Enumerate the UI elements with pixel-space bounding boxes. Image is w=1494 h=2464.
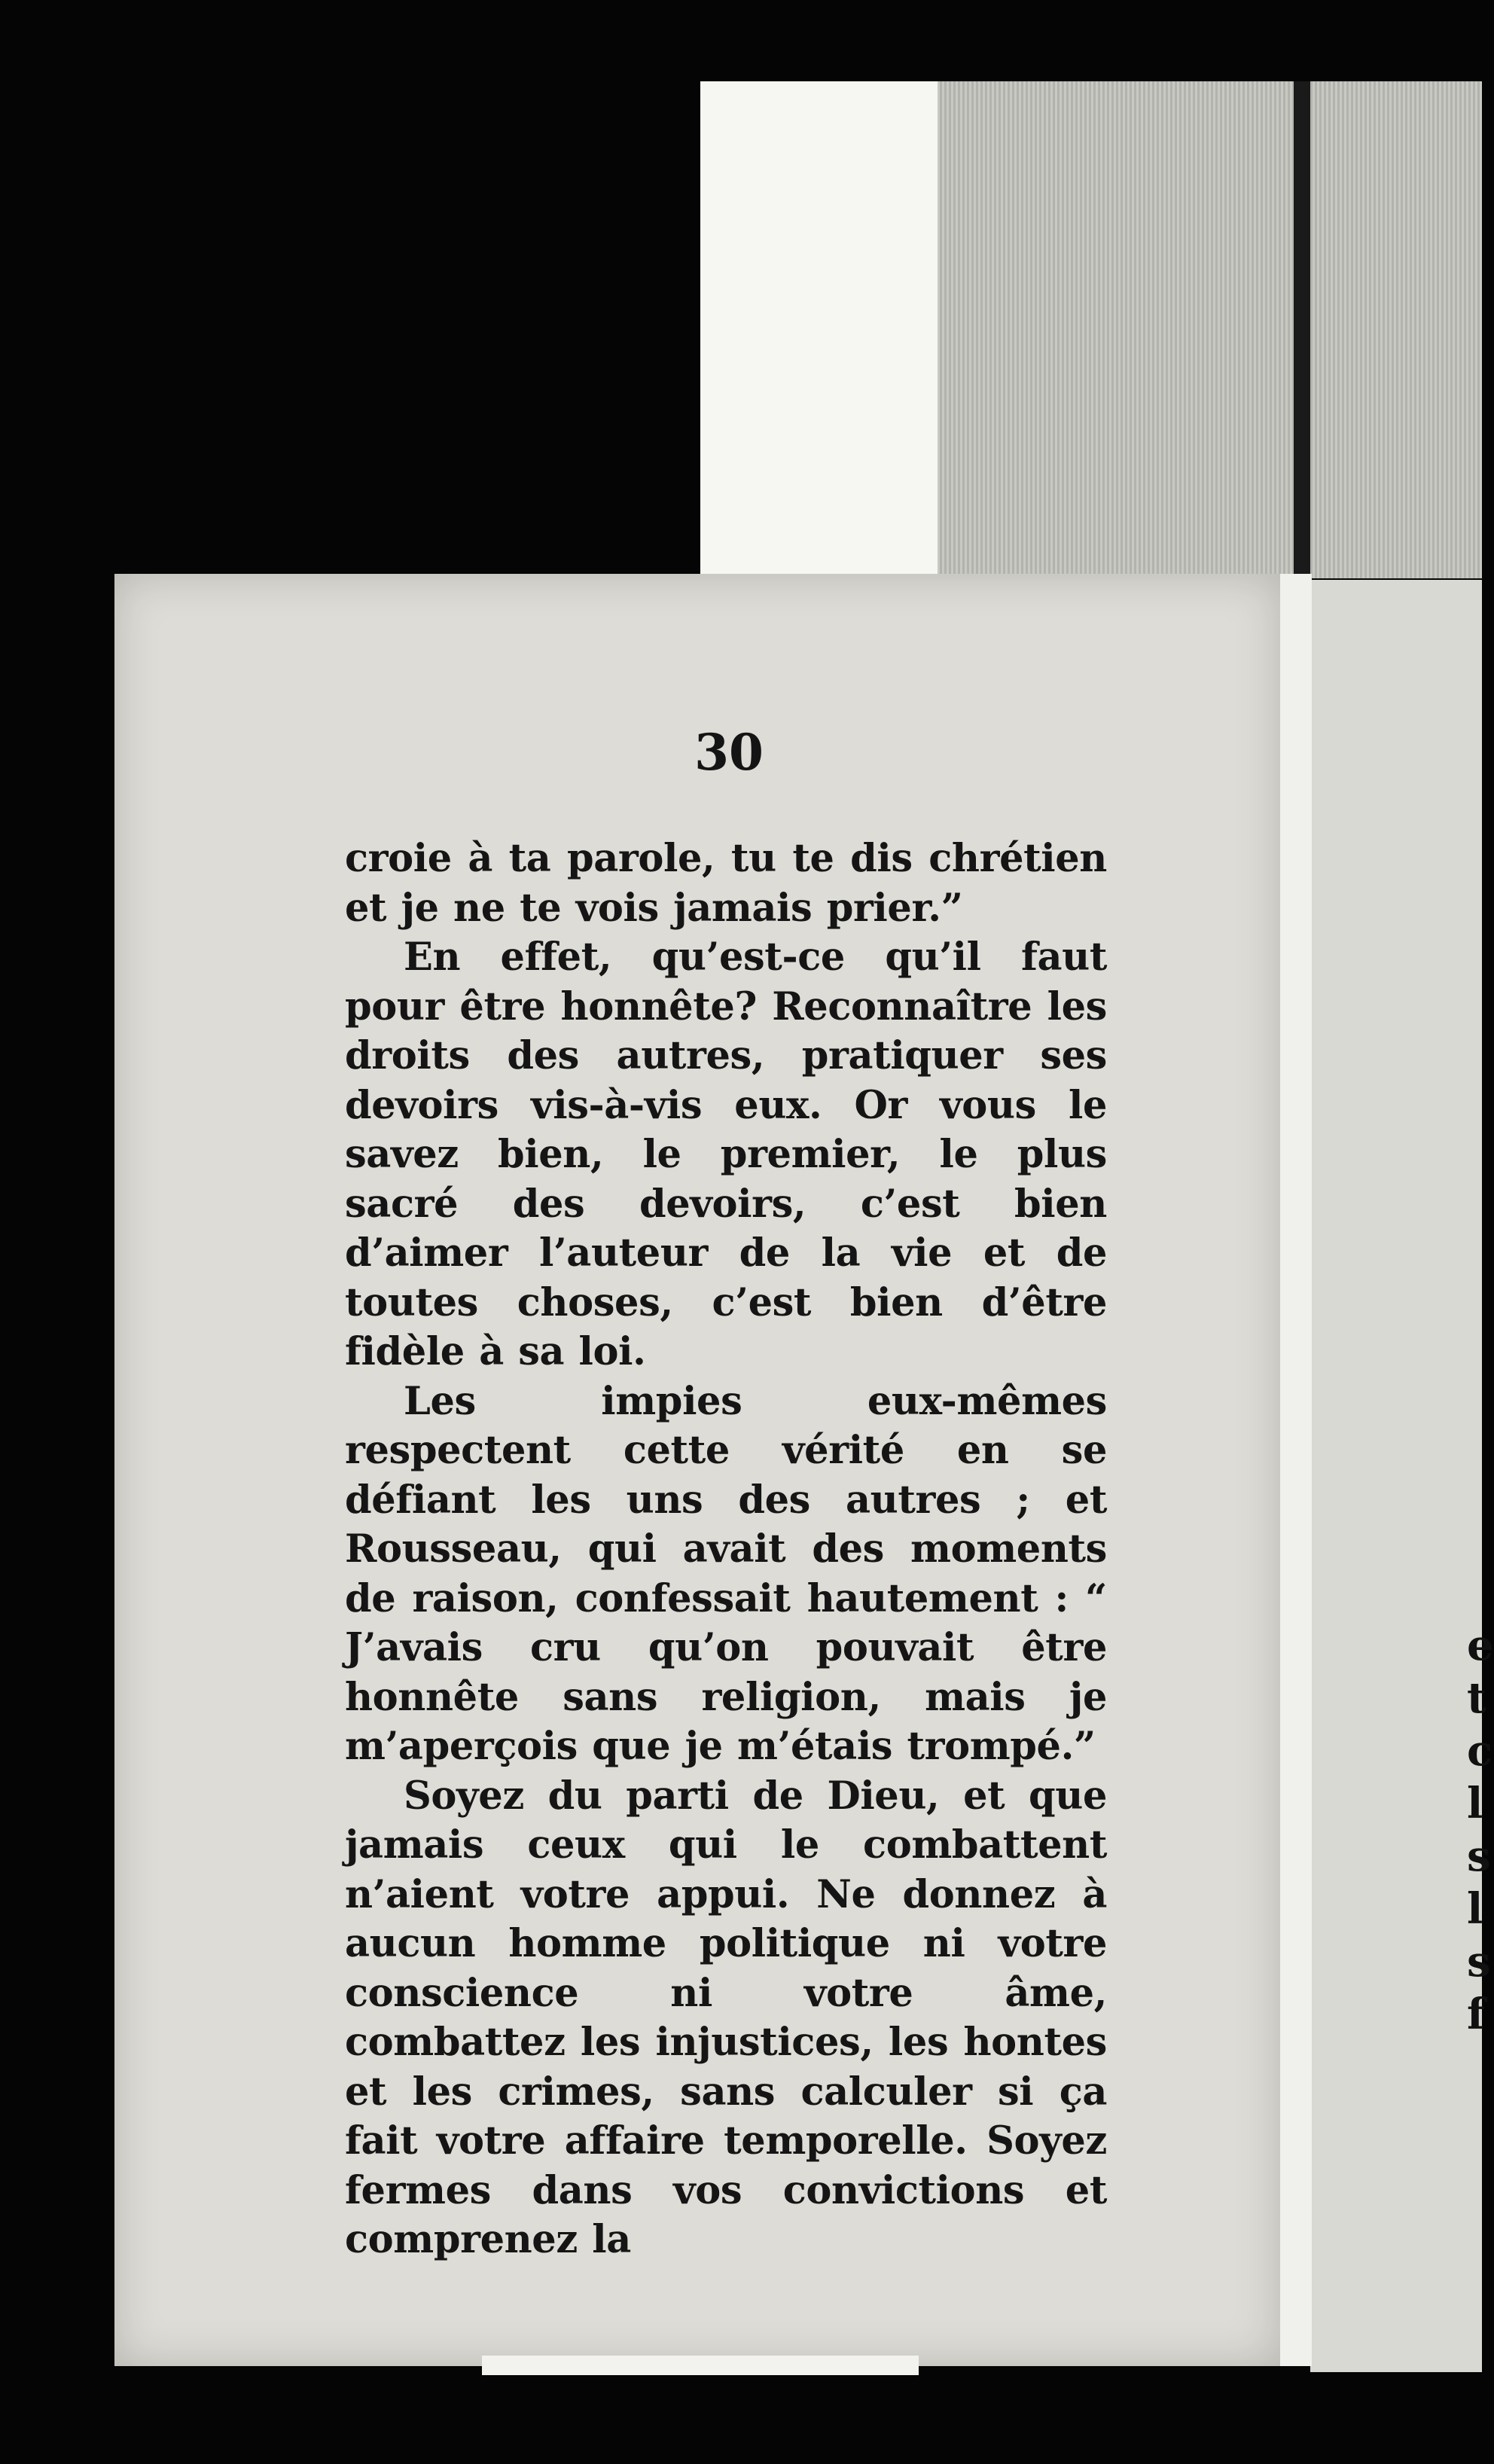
paragraph-3: Les impies eux-mêmes respectent cette vérité en se défiant les uns des autres ; et Rousseau, qui avait des moments de raison, confessait hautement : “ J’avais cru qu’on pouvait être honnête sans religion, mais je m’aperçois que je m’étais trompé.” [345, 1378, 1107, 1769]
next-page-edge [1310, 580, 1494, 2372]
paragraph-1: croie à ta parole, tu te dis chrétien et je ne te vois jamais prier.” [345, 836, 1107, 931]
next-page-fragment: e t c l s l s f [1467, 1621, 1494, 2039]
paragraph-4: Soyez du parti de Dieu, et que jamais ceux qui le combattent n’aient votre appui. Ne donnez à aucun homme politique ni votre conscience ni votre âme, combattez les injustices, les hontes et les crimes, sans calculer si ça fait votre affaire temporelle. Soyez fermes dans vos convictions et comprenez la [345, 1773, 1107, 2262]
body-text [345, 834, 1107, 2265]
paragraph-2: En effet, qu’est-ce qu’il faut pour être honnête? Reconnaître les droits des autres, pratiquer ses devoirs vis-à-vis eux. Or vous le savez bien, le premier, le plus sacré des devoirs, c’est bien d’aimer l’auteur de la vie et de toutes choses, c’est bien d’être fidèle à sa loi. [345, 935, 1107, 1374]
page-fold-edge [1280, 574, 1312, 2366]
page-bottom-edge [482, 2356, 919, 2375]
card-texture [938, 81, 1482, 578]
card-divider [1294, 81, 1310, 578]
page-number: 30 [694, 723, 764, 782]
